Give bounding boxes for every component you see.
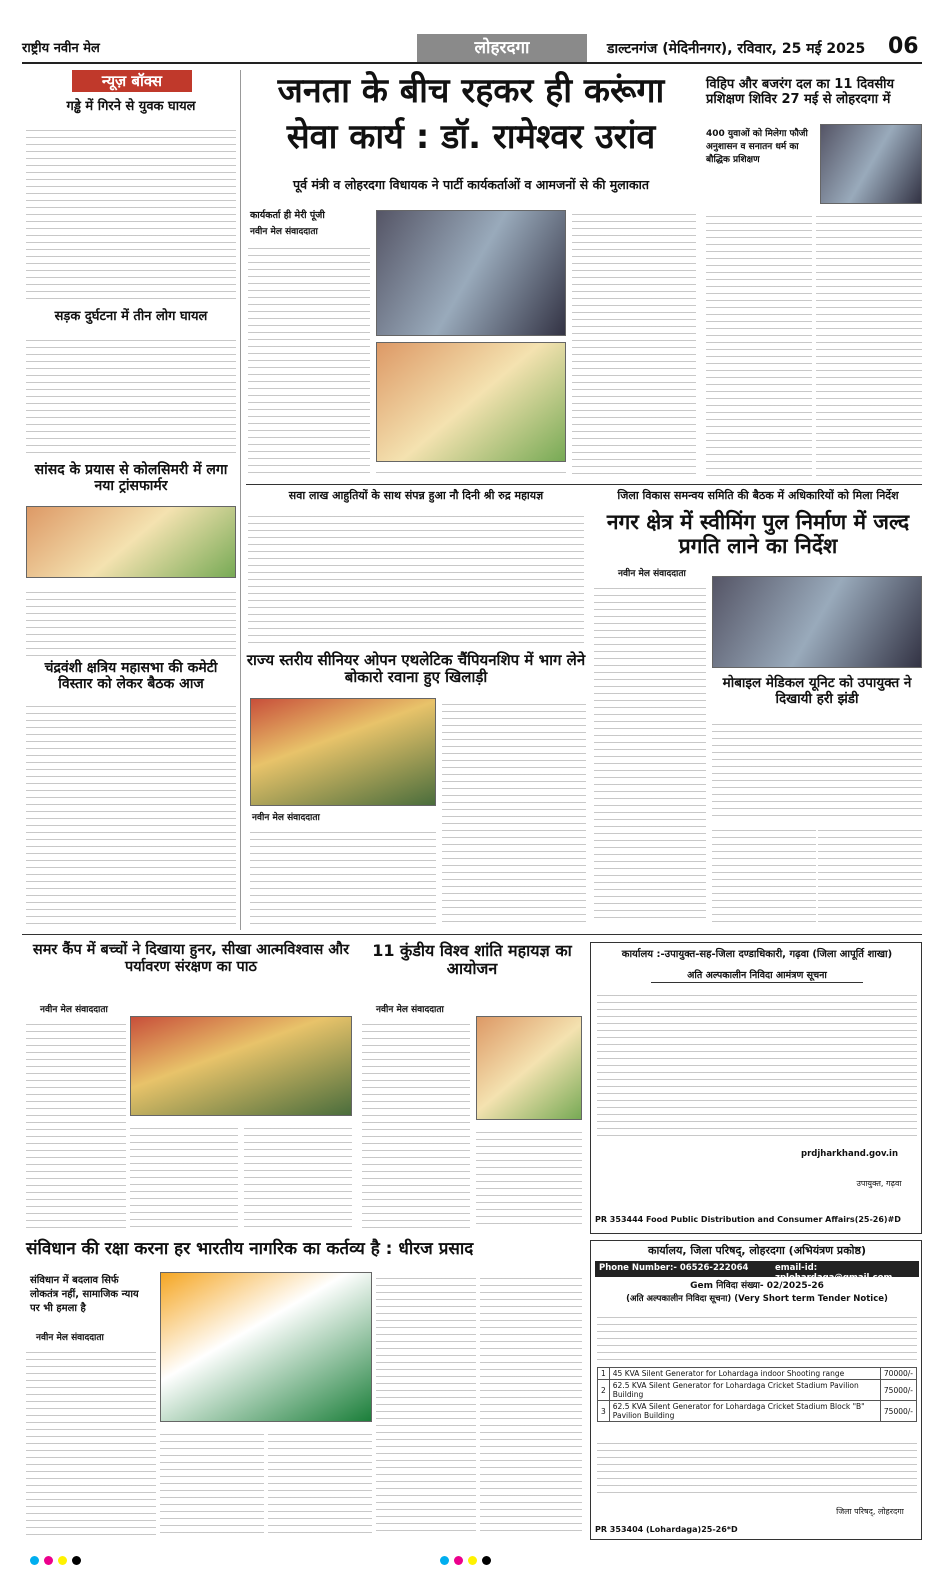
brief-headline-2: सड़क दुर्घटना में तीन लोग घायल [54, 309, 208, 324]
horizontal-divider [246, 484, 922, 485]
athletics-headline: राज्य स्तरीय सीनियर ओपन एथलेटिक चैंपियनशिप में भाग लेने बोकारो रवाना हुए खिलाड़ी [246, 651, 586, 687]
tender2-gem-number: Gem निविदा संख्या- 02/2025-26 [690, 1281, 824, 1291]
samvidhan-body-col-1 [26, 1346, 156, 1536]
samvidhan-body-col-5 [480, 1272, 582, 1536]
magenta-swatch [454, 1556, 463, 1565]
lead-photo-caption-line [376, 466, 566, 478]
tender-website: prdjharkhand.gov.in [801, 1149, 899, 1159]
table-cell: 2 [598, 1380, 610, 1401]
lead-kicker: कार्यकर्ता ही मेरी पूंजी [250, 210, 325, 221]
table-cell: 75000/- [880, 1380, 916, 1401]
summer-camp-body-col-2 [130, 1122, 238, 1230]
samvidhan-byline: नवीन मेल संवाददाता [36, 1333, 104, 1343]
summer-camp-byline: नवीन मेल संवाददाता [40, 1005, 108, 1015]
samvidhan-body-col-2 [160, 1428, 264, 1536]
summer-camp-photo [130, 1016, 352, 1116]
yellow-swatch [468, 1556, 477, 1565]
vhp-body-col-1 [706, 210, 812, 480]
lead-headline-line-2: सेवा कार्य : डॉ. रामेश्वर उरांव [286, 117, 656, 157]
color-registration-bar [440, 1550, 520, 1562]
dateline: डाल्टनगंज (मेदिनीनगर), रविवार, 25 मई 2025 [607, 41, 866, 57]
tender2-footer: PR 353404 (Lohardaga)25-26*D [595, 1525, 738, 1534]
athletics-team-photo [250, 698, 436, 806]
summer-camp-body-col-1 [26, 1018, 126, 1230]
column-divider [240, 70, 241, 930]
cyan-swatch [30, 1556, 39, 1565]
summer-camp-body-col-3 [244, 1122, 352, 1230]
brief-body-2 [26, 334, 236, 456]
black-swatch [482, 1556, 491, 1565]
samvidhan-kicker: संविधान में बदलाव सिर्फ लोकतंत्र नहीं, सामाजिक न्याय पर भी हमला है [30, 1275, 139, 1314]
tender-office: कार्यालय :-उपायुक्त-सह-जिला दण्डाधिकारी, गढ़वा (जिला आपूर्ति शाखा) [621, 949, 893, 960]
tender2-signatory: जिला परिषद्, लोहरदगा [836, 1507, 904, 1516]
mobile-medical-headline: मोबाइल मेडिकल यूनिट को उपायुक्त ने दिखायी हरी झंडी [722, 675, 912, 707]
mobile-medical-body-col-2 [712, 824, 816, 922]
lead-photo-meeting [376, 210, 566, 336]
vhp-body-col-2 [816, 210, 922, 480]
tender2-contact-bar [595, 1261, 919, 1283]
black-swatch [72, 1556, 81, 1565]
nagar-headline: नगर क्षेत्र में स्वीमिंग पुल निर्माण में जल्द प्रगति लाने का निर्देश [606, 510, 910, 559]
table-cell: 70000/- [880, 1368, 916, 1380]
tender2-body [597, 1437, 917, 1497]
tender2-phone: Phone Number:- 06526-222064 [599, 1263, 749, 1273]
tender-title: अति अल्पकालीन निविदा आमंत्रण सूचना [651, 971, 863, 983]
tender2-schedule [597, 1311, 917, 1361]
nagar-strap: जिला विकास समन्वय समिति की बैठक में अधिकारियों को मिला निर्देश [617, 489, 899, 502]
brief-headline-1: गड्ढे में गिरने से युवक घायल [66, 99, 196, 114]
lead-photo-application [376, 342, 566, 462]
mobile-medical-body [712, 718, 922, 818]
tender2-table [597, 1367, 917, 1422]
samvidhan-body-col-3 [268, 1428, 372, 1536]
vhp-headline: विहिप और बजरंग दल का 11 दिवसीय प्रशिक्षण शिविर 27 मई से लोहरदगा में [706, 77, 895, 107]
table-row [598, 1368, 917, 1380]
tender2-office: कार्यालय, जिला परिषद्, लोहरदगा (अभियंत्रण प्रकोष्ठ) [648, 1244, 866, 1257]
table-cell: 62.5 KVA Silent Generator for Lohardaga Cricket Stadium Block "B" Pavilion Building [609, 1401, 880, 1422]
samvidhan-headline: संविधान की रक्षा करना हर भारतीय नागरिक का कर्तव्य है : धीरज प्रसाद [26, 1239, 474, 1259]
samvidhan-body-col-4 [376, 1272, 476, 1536]
table-cell: 3 [598, 1401, 610, 1422]
table-cell: 75000/- [880, 1401, 916, 1422]
brief-body-4 [26, 700, 236, 928]
magenta-swatch [44, 1556, 53, 1565]
lead-body-col-2 [572, 208, 696, 478]
tender2-notice: (अति अल्पकालीन निविदा सूचना) (Very Short term Tender Notice) [626, 1294, 888, 1304]
cyan-swatch [440, 1556, 449, 1565]
tender-footer: PR 353444 Food Public Distribution and Consumer Affairs(25-26)#D [595, 1215, 901, 1224]
mahayagya-headline: सवा लाख आहुतियों के साथ संपन्न हुआ नौ दिनी श्री रुद्र महायज्ञ [288, 489, 544, 502]
table-cell: 62.5 KVA Silent Generator for Lohardaga Cricket Stadium Pavilion Building [609, 1380, 880, 1401]
lead-headline-line-1: जनता के बीच रहकर ही करूंगा [277, 71, 665, 111]
brief-body-3 [26, 586, 236, 656]
news-box-label: न्यूज़ बॉक्स [72, 70, 192, 92]
athletics-body-col-1 [250, 826, 436, 926]
nagar-byline: नवीन मेल संवाददाता [618, 569, 686, 579]
shanti-body [362, 1018, 470, 1230]
tender2-email: email-id: zplohardaga@gmail.com [775, 1263, 893, 1283]
lead-byline: नवीन मेल संवाददाता [250, 227, 318, 237]
brief-body-1 [26, 124, 236, 304]
table-cell: 1 [598, 1368, 610, 1380]
summer-camp-headline: समर कैंप में बच्चों ने दिखाया हुनर, सीखा आत्मविश्वास और पर्यावरण संरक्षण का पाठ [32, 942, 350, 975]
shanti-body-col-2 [476, 1126, 582, 1230]
nagar-meeting-photo [712, 576, 922, 668]
shanti-byline: नवीन मेल संवाददाता [376, 1005, 444, 1015]
page-number: 06 [888, 34, 919, 59]
athletics-byline: नवीन मेल संवाददाता [252, 813, 320, 823]
horizontal-divider [22, 934, 922, 935]
city-section-label: लोहरदगा [417, 34, 587, 62]
tender-notice-lohardaga [590, 1240, 922, 1540]
mobile-medical-body-col-3 [818, 824, 922, 922]
color-registration-bar [30, 1550, 110, 1562]
newspaper-logo: राष्ट्रीय नवीन मेल [22, 41, 100, 56]
brief-headline-4: चंद्रवंशी क्षत्रिय महासभा की कमेटी विस्तार को लेकर बैठक आज [44, 660, 218, 693]
nagar-body [594, 582, 706, 922]
shanti-photo [476, 1016, 582, 1120]
shanti-headline: 11 कुंडीय विश्व शांति महायज्ञ का आयोजन [372, 941, 572, 979]
tender-signatory: उपायुक्त, गढ़वा [856, 1179, 902, 1188]
mahayagya-body [248, 510, 584, 646]
samvidhan-rally-photo [160, 1272, 372, 1422]
table-row [598, 1401, 917, 1422]
vhp-photo [820, 124, 922, 204]
vhp-kicker: 400 युवाओं को मिलेगा फौजी अनुशासन व सनातन धर्म का बौद्धिक प्रशिक्षण [706, 129, 808, 165]
lead-subhead: पूर्व मंत्री व लोहरदगा विधायक ने पार्टी कार्यकर्ताओं व आमजनों से की मुलाकात [293, 177, 649, 192]
table-row [598, 1380, 917, 1401]
tender-notice-garhwa [590, 942, 922, 1234]
lead-body-col-1 [248, 242, 370, 478]
masthead [22, 34, 922, 64]
table-cell: 45 KVA Silent Generator for Lohardaga indoor Shooting range [609, 1368, 880, 1380]
tender-body [597, 989, 917, 1139]
brief-headline-3: सांसद के प्रयास से कोलसिमरी में लगा नया ट्रांसफार्मर [34, 462, 228, 495]
yellow-swatch [58, 1556, 67, 1565]
athletics-body-col-2 [442, 698, 586, 926]
transformer-photo [26, 506, 236, 578]
